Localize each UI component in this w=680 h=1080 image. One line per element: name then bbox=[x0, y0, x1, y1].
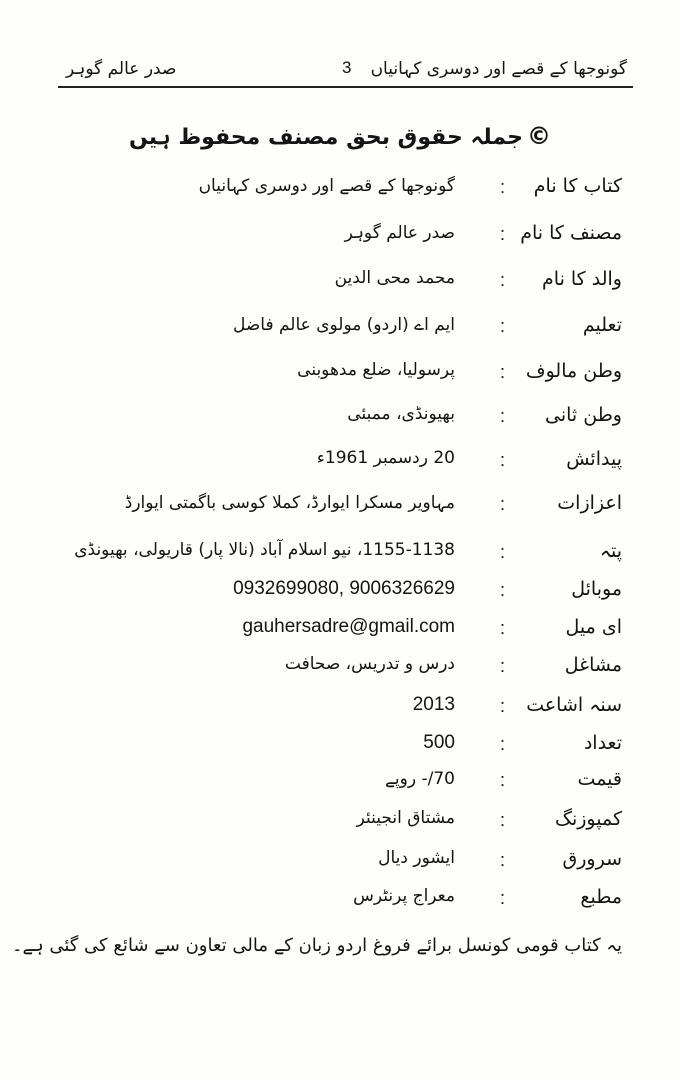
detail-row-composing bbox=[0, 808, 680, 848]
detail-row-birth bbox=[0, 448, 680, 488]
funding-note: یہ کتاب قومی کونسل برائے فروغ اردو زبان کے مالی تعاون سے شائع کی گئی ہے۔ bbox=[11, 935, 622, 956]
detail-value: gauhersadre@gmail.com bbox=[242, 616, 455, 637]
detail-label: مشاغل bbox=[564, 654, 622, 676]
detail-value: 20 ردسمبر 1961ء bbox=[316, 448, 455, 468]
copyright-symbol: © bbox=[526, 122, 551, 150]
detail-colon: : bbox=[500, 696, 506, 716]
detail-row-price bbox=[0, 768, 680, 808]
detail-row-email bbox=[0, 616, 680, 656]
detail-row-hometown bbox=[0, 360, 680, 400]
detail-colon: : bbox=[500, 362, 506, 382]
detail-colon: : bbox=[500, 656, 506, 676]
detail-row-copies bbox=[0, 732, 680, 772]
detail-colon: : bbox=[500, 224, 506, 244]
detail-label: پیدائش bbox=[566, 448, 622, 470]
detail-label: سنہ اشاعت bbox=[526, 694, 622, 716]
detail-row-author-name bbox=[0, 222, 680, 262]
detail-value: مہاویر مسکرا ایوارڈ، کملا کوسی باگمتی ایوارڈ bbox=[124, 493, 455, 513]
detail-colon: : bbox=[500, 177, 506, 197]
detail-row-cover bbox=[0, 848, 680, 888]
detail-value: 1155-1138، نیو اسلام آباد (نالا پار) قاریولی، بھیونڈی bbox=[74, 540, 455, 560]
detail-value: 500 bbox=[423, 732, 455, 753]
detail-label: تعلیم bbox=[582, 314, 622, 336]
detail-row-awards bbox=[0, 492, 680, 532]
detail-colon: : bbox=[500, 450, 506, 470]
detail-label: پتہ bbox=[599, 540, 622, 562]
detail-colon: : bbox=[500, 770, 506, 790]
detail-label: وطن ثانی bbox=[544, 404, 622, 426]
detail-label: اعزازات bbox=[557, 492, 622, 514]
detail-row-mobile bbox=[0, 578, 680, 618]
detail-label: کمپوزنگ bbox=[554, 808, 622, 830]
detail-row-address bbox=[0, 540, 680, 580]
detail-colon: : bbox=[500, 810, 506, 830]
detail-value: پرسولیا، ضلع مدھوبنی bbox=[297, 360, 455, 380]
detail-row-book-name bbox=[0, 175, 680, 215]
detail-value: ایم اے (اردو) مولوی عالم فاضل bbox=[232, 315, 455, 335]
detail-value: 70/- روپے bbox=[384, 769, 455, 789]
detail-value: بھیونڈی، ممبئی bbox=[347, 404, 455, 424]
detail-colon: : bbox=[500, 406, 506, 426]
detail-row-second-home bbox=[0, 404, 680, 444]
detail-label: سرورق bbox=[562, 848, 622, 870]
copyright-notice bbox=[0, 122, 680, 150]
detail-colon: : bbox=[500, 270, 506, 290]
detail-colon: : bbox=[500, 494, 506, 514]
detail-label: قیمت bbox=[577, 768, 622, 790]
detail-label: موبائل bbox=[571, 578, 622, 600]
detail-value: 0932699080, 9006326629 bbox=[233, 578, 455, 599]
detail-label: تعداد bbox=[583, 732, 622, 754]
detail-value: درس و تدریس، صحافت bbox=[284, 654, 455, 674]
detail-row-occupation bbox=[0, 654, 680, 694]
detail-row-publication-year bbox=[0, 694, 680, 734]
detail-row-education bbox=[0, 314, 680, 354]
detail-label: وطن مالوف bbox=[525, 360, 622, 382]
detail-label: ای میل bbox=[565, 616, 622, 638]
header-author: صدر عالم گوہر bbox=[66, 59, 177, 79]
copyright-text: جملہ حقوق بحق مصنف محفوظ ہیں bbox=[129, 125, 523, 150]
detail-value: محمد محی الدین bbox=[334, 268, 455, 288]
header-book-title: گونوجھا کے قصے اور دوسری کہانیاں bbox=[370, 59, 627, 79]
detail-value: مشتاق انجینئر bbox=[356, 808, 455, 828]
detail-label: مصنف کا نام bbox=[520, 222, 622, 244]
detail-colon: : bbox=[500, 618, 506, 638]
detail-label: کتاب کا نام bbox=[533, 175, 622, 197]
detail-value: ایشور دیال bbox=[378, 848, 455, 868]
detail-value: معراج پرنٹرس bbox=[353, 886, 455, 906]
detail-colon: : bbox=[500, 888, 506, 908]
detail-colon: : bbox=[500, 734, 506, 754]
page-number: 3 bbox=[342, 58, 352, 77]
detail-value: صدر عالم گوہر bbox=[344, 223, 455, 243]
detail-colon: : bbox=[500, 316, 506, 336]
detail-row-father-name bbox=[0, 268, 680, 308]
detail-colon: : bbox=[500, 542, 506, 562]
detail-value: 2013 bbox=[412, 694, 455, 715]
detail-value: گونوجھا کے قصے اور دوسری کہانیاں bbox=[198, 176, 455, 196]
detail-label: والد کا نام bbox=[542, 268, 622, 290]
running-header bbox=[58, 58, 633, 88]
detail-colon: : bbox=[500, 580, 506, 600]
detail-label: مطبع bbox=[580, 886, 622, 908]
detail-colon: : bbox=[500, 850, 506, 870]
detail-row-printer bbox=[0, 886, 680, 926]
